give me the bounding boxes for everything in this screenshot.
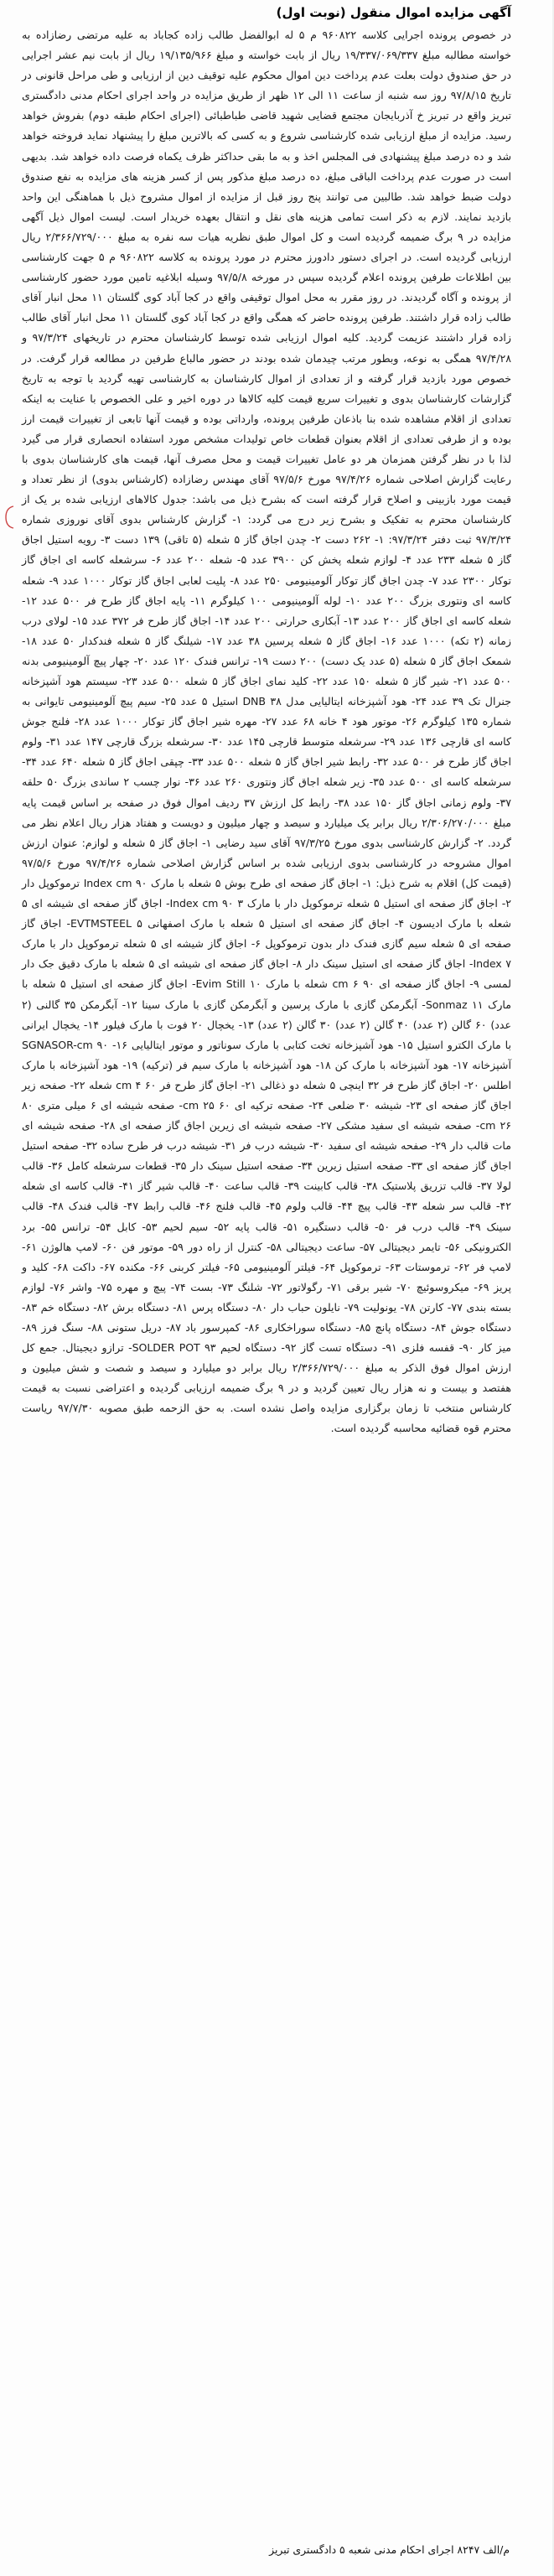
- notice-signature: م/الف ۸۲۴۷ اجرای احکام مدنی شعبه ۵ دادگستری تبریز: [269, 2543, 510, 2556]
- margin-bracket-mark: [3, 505, 15, 530]
- auction-notice: [18, 3, 515, 2567]
- notice-title: آگهی مزایده اموال منقول (نوبت اول): [276, 5, 511, 20]
- notice-body-text: در خصوص پرونده اجرایی کلاسه ۹۶۰۸۲۲ م ۵ له ابوالفضل طالب زاده کجاباد به علیه مرتضی رضازاده به خواسته مطالبه مبلغ ۱۹/۳۳۷/۰۶۹/۳۳۷ ریال از بابت خواسته و مبلغ ۱۹/۱۳۵/۹۶۶ ریال از بابت نیم عشر اجرایی در حق صندوق دولت بعلت عدم پرداخت دین اموال محکوم علیه توقیف دین از ارزیابی و طی مراحل قانونی در تاریخ ۹۷/۸/۱۵ روز سه شنبه از ساعت ۱۱ الی ۱۲ ظهر از طریق مزایده در واحد اجرای احکام مدنی دادگستری تبریز واقع در تبریز خ آذربایجان مجتمع قضایی شهید قاضی طباطبائی (اجرای احکام طبقه دوم) بفروش خواهد رسید. مزایده از مبلغ ارزیابی شده کارشناسی شروع و به کسی که بالاترین مبلغ را پیشنهاد نماید فروخته خواهد شد و ده درصد مبلغ پیشنهادی فی المجلس اخذ و به ما بقی حداکثر ظرف یکماه فرصت داده خواهد شد. بدیهی است در صورت عدم پرداخت الباقی مبلغ، ده درصد مبلغ مذکور پس از کسر هزینه های مزایده به نفع صندوق دولت ضبط خواهد شد. طالبین می توانند پنج روز قبل از مزایده از اموال مشروح ذیل با هماهنگی این واحد بازدید نمایند. لازم به ذکر است تمامی هزینه های نقل و انتقال بعهده خریدار است. لیست اموال ذیل آگهی مزایده در ۹ برگ ضمیمه گردیده است و کل اموال طبق نظریه هیات سه نفره به مبلغ ۲/۳۶۶/۷۲۹/۰۰۰ ریال ارزیابی گردیده است. در اجرای دستور دادورز محترم در مورد پرونده به کلاسه ۹۶۰۸۲۲ م ۵ جهت کارشناسی بین اطلاعات طرفین پرونده اعلام گردیده سپس در مورخه ۹۷/۵/۸ وسیله ابلاغیه تامین مورد حضور کارشناسی از پرونده و آگاه گردیدند. در روز مقرر به محل اموال توقیفی واقع در کجا آباد کوی گلستان ۱۱ محل انبار آقای طالب زاده قرار داشتند. طرفین پرونده حاضر که همگی واقع در کجا آباد کوی گلستان ۱۱ محل انبار آقای طالب زاده قرار داشتند عزیمت گردید. کلیه اموال ارزیابی شده توسط کارشناسان محترم در تاریخهای ۹۷/۳/۲۴ و ۹۷/۴/۲۸ همگی به نوعه، وبطور مرتب چیدمان شده بودند در حضور مالباع طرفین در مطالعه قرار گرفت. در خصوص مورد بازدید قرار گرفته و از تعدادی از اموال کارشناسان به کارشناسی تهیه گردید با توجه به تاریخ گزارشات کارشناسان بدوی و تغییرات سریع قیمت کلیه کالاها در دوره اخیر و علی الخصوص با عنایت به اینکه تعدادی از اقلام مشاهده شده بنا باذعان طرفین پرونده، وارداتی بوده و قیمت آنها تابعی از تغییرات قیمت ارز بوده و از طرفی تعدادی از اقلام بعنوان قطعات خاص تولیدات مشخص مورد استفاده انحصاری قرار می گیرد لذا با در نظر گرفتن همزمان هر دو عامل تغییرات قیمت و محل مصرف آنها، قیمت های کارشناسان بدوی با رعایت گزارش اصلاحی شماره ۹۷/۴/۲۶ مورخ ۹۷/۵/۶ آقای مهندس رضازاده (کارشناس بدوی) از نظر تعداد و قیمت مورد بازبینی و اصلاح قرار گرفته است که بشرح ذیل می باشد: جدول کالاهای ارزیابی شده بر یک از کارشناسان محترم به تفکیک و بشرح زیر درج می گردد: ۱- گزارش کارشناس بدوی آقای نوروزی شماره ۹۷/۳/۲۴ ثبت دفتر ۹۷/۳/۲۴: ۱- ۲۶۲ دست ۲- چدن اجاق گاز ۵ شعله (۵ تاقی) ۱۳۹ دست ۳- رویه استیل اجاق گاز ۵ شعله ۲۳۳ عدد ۴- لوازم شعله پخش کن ۳۹۰۰ عدد ۵- شعله ۲۰۰ عدد ۶- سرشعله کاسه ای اجاق گاز توکار ۲۳۰۰ عدد ۷- چدن اجاق گاز توکار آلومینیومی ۲۵۰ عدد ۸- پلیت لعابی اجاق گاز توکار ۱۰۰۰ عدد ۹- شعله کاسه ای ونتوری بزرگ ۲۰۰ عدد ۱۰- لوله آلومینیومی ۱۰۰ کیلوگرم ۱۱- پایه اجاق گاز طرح فر ۵۰۰ عدد ۱۲- شعله کاسه ای اجاق گاز ۲۰۰ عدد ۱۳- آبکاری حرارتی ۲۰۰ عدد ۱۴- اجاق گاز طرح فر ۳۷۲ عدد ۱۵- لولای درب زمانه (۲ تکه) ۱۰۰۰ عدد ۱۶- اجاق گاز ۵ شعله پرسین ۳۸ عدد ۱۷- شیلنگ گاز ۵ شعله فندکدار ۵۰ عدد ۱۸- شمعک اجاق گاز ۵ شعله (۵ عدد یک دست) ۲۰۰ دست ۱۹- ترانس فندک ۱۲۰ عدد ۲۰- چهار پیچ آلومینیومی بدنه ۵۰۰ عدد ۲۱- شیر گاز ۵ شعله ۱۵۰ عدد ۲۲- کلید نمای اجاق گاز ۵ شعله ۵۰۰ عدد ۲۳- سیستم هود آشپزخانه جنرال تک ۳۹ عدد ۲۴- هود آشپزخانه ایتالیایی مدل ۳۸ DNB استیل ۵ عدد ۲۵- سیم پیچ آلومینیومی تایوانی به شماره ۱۳۵ کیلوگرم ۲۶- موتور هود ۴ خانه ۶۸ عدد ۲۷- مهره شیر اجاق گاز توکار ۱۰۰۰ عدد ۲۸- فلنج جوش کاسه ای قارچی ۱۳۶ عدد ۲۹- سرشعله متوسط قارچی ۱۴۵ عدد ۳۰- سرشعله بزرگ قارچی ۱۴۷ عدد ۳۱- ولوم اجاق گاز طرح فر ۵۰۰ عدد ۳۲- رابط شیر اجاق گاز ۵ شعله ۵۰۰ عدد ۳۳- چپقی اجاق گاز ۵ شعله ۶۴۰ عدد ۳۴- سرشعله کاسه ای ۵۰۰ عدد ۳۵- زیر شعله اجاق گاز ونتوری ۲۶۰ عدد ۳۶- نوار چسب ۲ ساندی بزرگ ۵۰ حلقه ۳۷- ولوم زمانی اجاق گاز ۱۵۰ عدد ۳۸- رابط کل ارزش ۳۷ ردیف اموال فوق در صفحه بر اساس قیمت پایه مبلغ ۲/۳۰۶/۲۷۰/۰۰۰ ریال برابر یک میلیارد و سیصد و چهار میلیون و دویست و هفتاد هزار ریال اعلام نظر می گردد. ۲- گزارش کارشناسی بدوی مورخ ۹۷/۳/۲۵ آقای سید رضایی ۱- اجاق گاز ۵ شعله و لوازم: عنوان ارزش اموال مشروحه در کارشناسی بدوی ارزیابی شده بر اساس گزارش اصلاحی شماره ۹۷/۴/۲۶ مورخ ۹۷/۵/۶ (قیمت کل) اقلام به شرح ذیل: ۱- اجاق گاز صفحه ای طرح بوش ۵ شعله با مارک Index cm ۹۰ ترموکوپل دار ۲- اجاق گاز صفحه ای استیل ۵ شعله ترموکوپل دار با مارک Index cm ۹۰ ۳- اجاق گاز صفحه ای شیشه ای ۵ شعله با مارک ادیسون ۴- اجاق گاز صفحه ای استیل ۵ شعله با مارک اصفهانی EVTMSTEEL ۵- اجاق گاز صفحه ای ۵ شعله سیم گازی فندک دار بدون ترموکوپل ۶- اجاق گاز شیشه ای ۵ شعله ترموکوپل دار با مارک Index ۷- اجاق گاز صفحه ای استیل سینک دار ۸- اجاق گاز صفحه ای شیشه ای ۵ شعله با مارک دقیق جک دار لمسی ۹- اجاق گاز صفحه ای ۹۰ cm ۶ شعله با مارک Evim Still ۱۰- اجاق گاز صفحه ای استیل ۵ شعله با مارک Sonmaz ۱۱- آبگرمکن گازی با مارک پرسین و آبگرمکن گازی با مارک سینا ۱۲- آبگرمکن ۳۵ گالنی (۲ عدد) ۶۰ گالن (۲ عدد) ۴۰ گالن (۲ عدد) ۳۰ گالن (۲ عدد) ۱۳- یخچال ۲۰ فوت با مارک فیلور ۱۴- یخچال ایرانی با مارک الکترو استیل ۱۵- هود آشپزخانه تخت کتابی با مارک سوناتور و موتور ایتالیایی ۱۶- SGNASOR-cm ۹۰ آشپزخانه ۱۷- هود آشپزخانه با مارک کن ۱۸- هود آشپزخانه با مارک سیم فر (ترکیه) ۱۹- هود آشپزخانه با مارک اطلس ۲۰- اجاق گاز طرح فر ۳۲ اینچی ۵ شعله دو ذغالی ۲۱- اجاق گاز طرح فر ۶۰ cm ۴ شعله ۲۲- صفحه زیر اجاق گاز صفحه ای ۲۳- شیشه ۳۰ ضلعی ۲۴- صفحه ترکیه ای ۶۰ cm ۲۵- صفحه شیشه ای ۶ میلی متری ۸۰ cm ۲۶- صفحه شیشه ای سفید مشکی ۲۷- صفحه شیشه ای زیرین اجاق گاز صفحه ای ۲۸- صفحه شیشه ای مات قالب دار ۲۹- صفحه شیشه ای سفید ۳۰- شیشه درب فر ۳۱- شیشه درب فر طرح ساده ۳۲- صفحه استیل اجاق گاز صفحه ای ۳۳- صفحه استیل زیرین ۳۴- صفحه استیل سینک دار ۳۵- قطعات سرشعله کامل ۳۶- قالب لولا ۳۷- قالب تزریق پلاستیک ۳۸- قالب کابینت ۳۹- قالب ساعت ۴۰- قالب شیر گاز ۴۱- قالب کاسه ای شعله ۴۲- قالب سر شعله ۴۳- قالب پیچ ۴۴- قالب ولوم ۴۵- قالب فلنج ۴۶- قالب رابط ۴۷- قالب فندک ۴۸- قالب سینک ۴۹- قالب درب فر ۵۰- قالب دستگیره ۵۱- قالب پایه ۵۲- سیم لحیم ۵۳- کابل ۵۴- ترانس ۵۵- برد الکترونیکی ۵۶- تایمر دیجیتالی ۵۷- ساعت دیجیتالی ۵۸- کنترل از راه دور ۵۹- موتور فن ۶۰- لامپ هالوژن ۶۱- لامپ فر ۶۲- ترموستات ۶۳- ترموکوپل ۶۴- فیلتر آلومینیومی ۶۵- فیلتر کربنی ۶۶- مکنده ۶۷- داکت ۶۸- کلید و پریز ۶۹- میکروسوئیچ ۷۰- شیر برقی ۷۱- رگولاتور ۷۲- شلنگ ۷۳- بست ۷۴- پیچ و مهره ۷۵- واشر ۷۶- لوازم بسته بندی ۷۷- کارتن ۷۸- یونولیت ۷۹- نایلون حباب دار ۸۰- دستگاه پرس ۸۱- دستگاه برش ۸۲- دستگاه خم ۸۳- دستگاه جوش ۸۴- دستگاه پانچ ۸۵- دستگاه سوراخکاری ۸۶- کمپرسور باد ۸۷- دریل ستونی ۸۸- سنگ فرز ۸۹- میز کار ۹۰- قفسه فلزی ۹۱- دستگاه تست گاز ۹۲- دستگاه لحیم SOLDER POT ۹۳- ترازو دیجیتال. جمع کل ارزش اموال فوق الذکر به مبلغ ۲/۳۶۶/۷۲۹/۰۰۰ ریال برابر دو میلیارد و سیصد و شصت و شش میلیون و هفتصد و بیست و نه هزار ریال تعیین گردید و در ۹ برگ ضمیمه ارزیابی گردیده و اعتراضی نسبت به قیمت کارشناس منتخب تا زمان برگزاری مزایده واصل نشده است. به حق الزحمه طبق مصوبه ۹۷/۷/۳۰ ریاست محترم قوه قضائیه محاسبه گردیده است.: [22, 29, 512, 1435]
